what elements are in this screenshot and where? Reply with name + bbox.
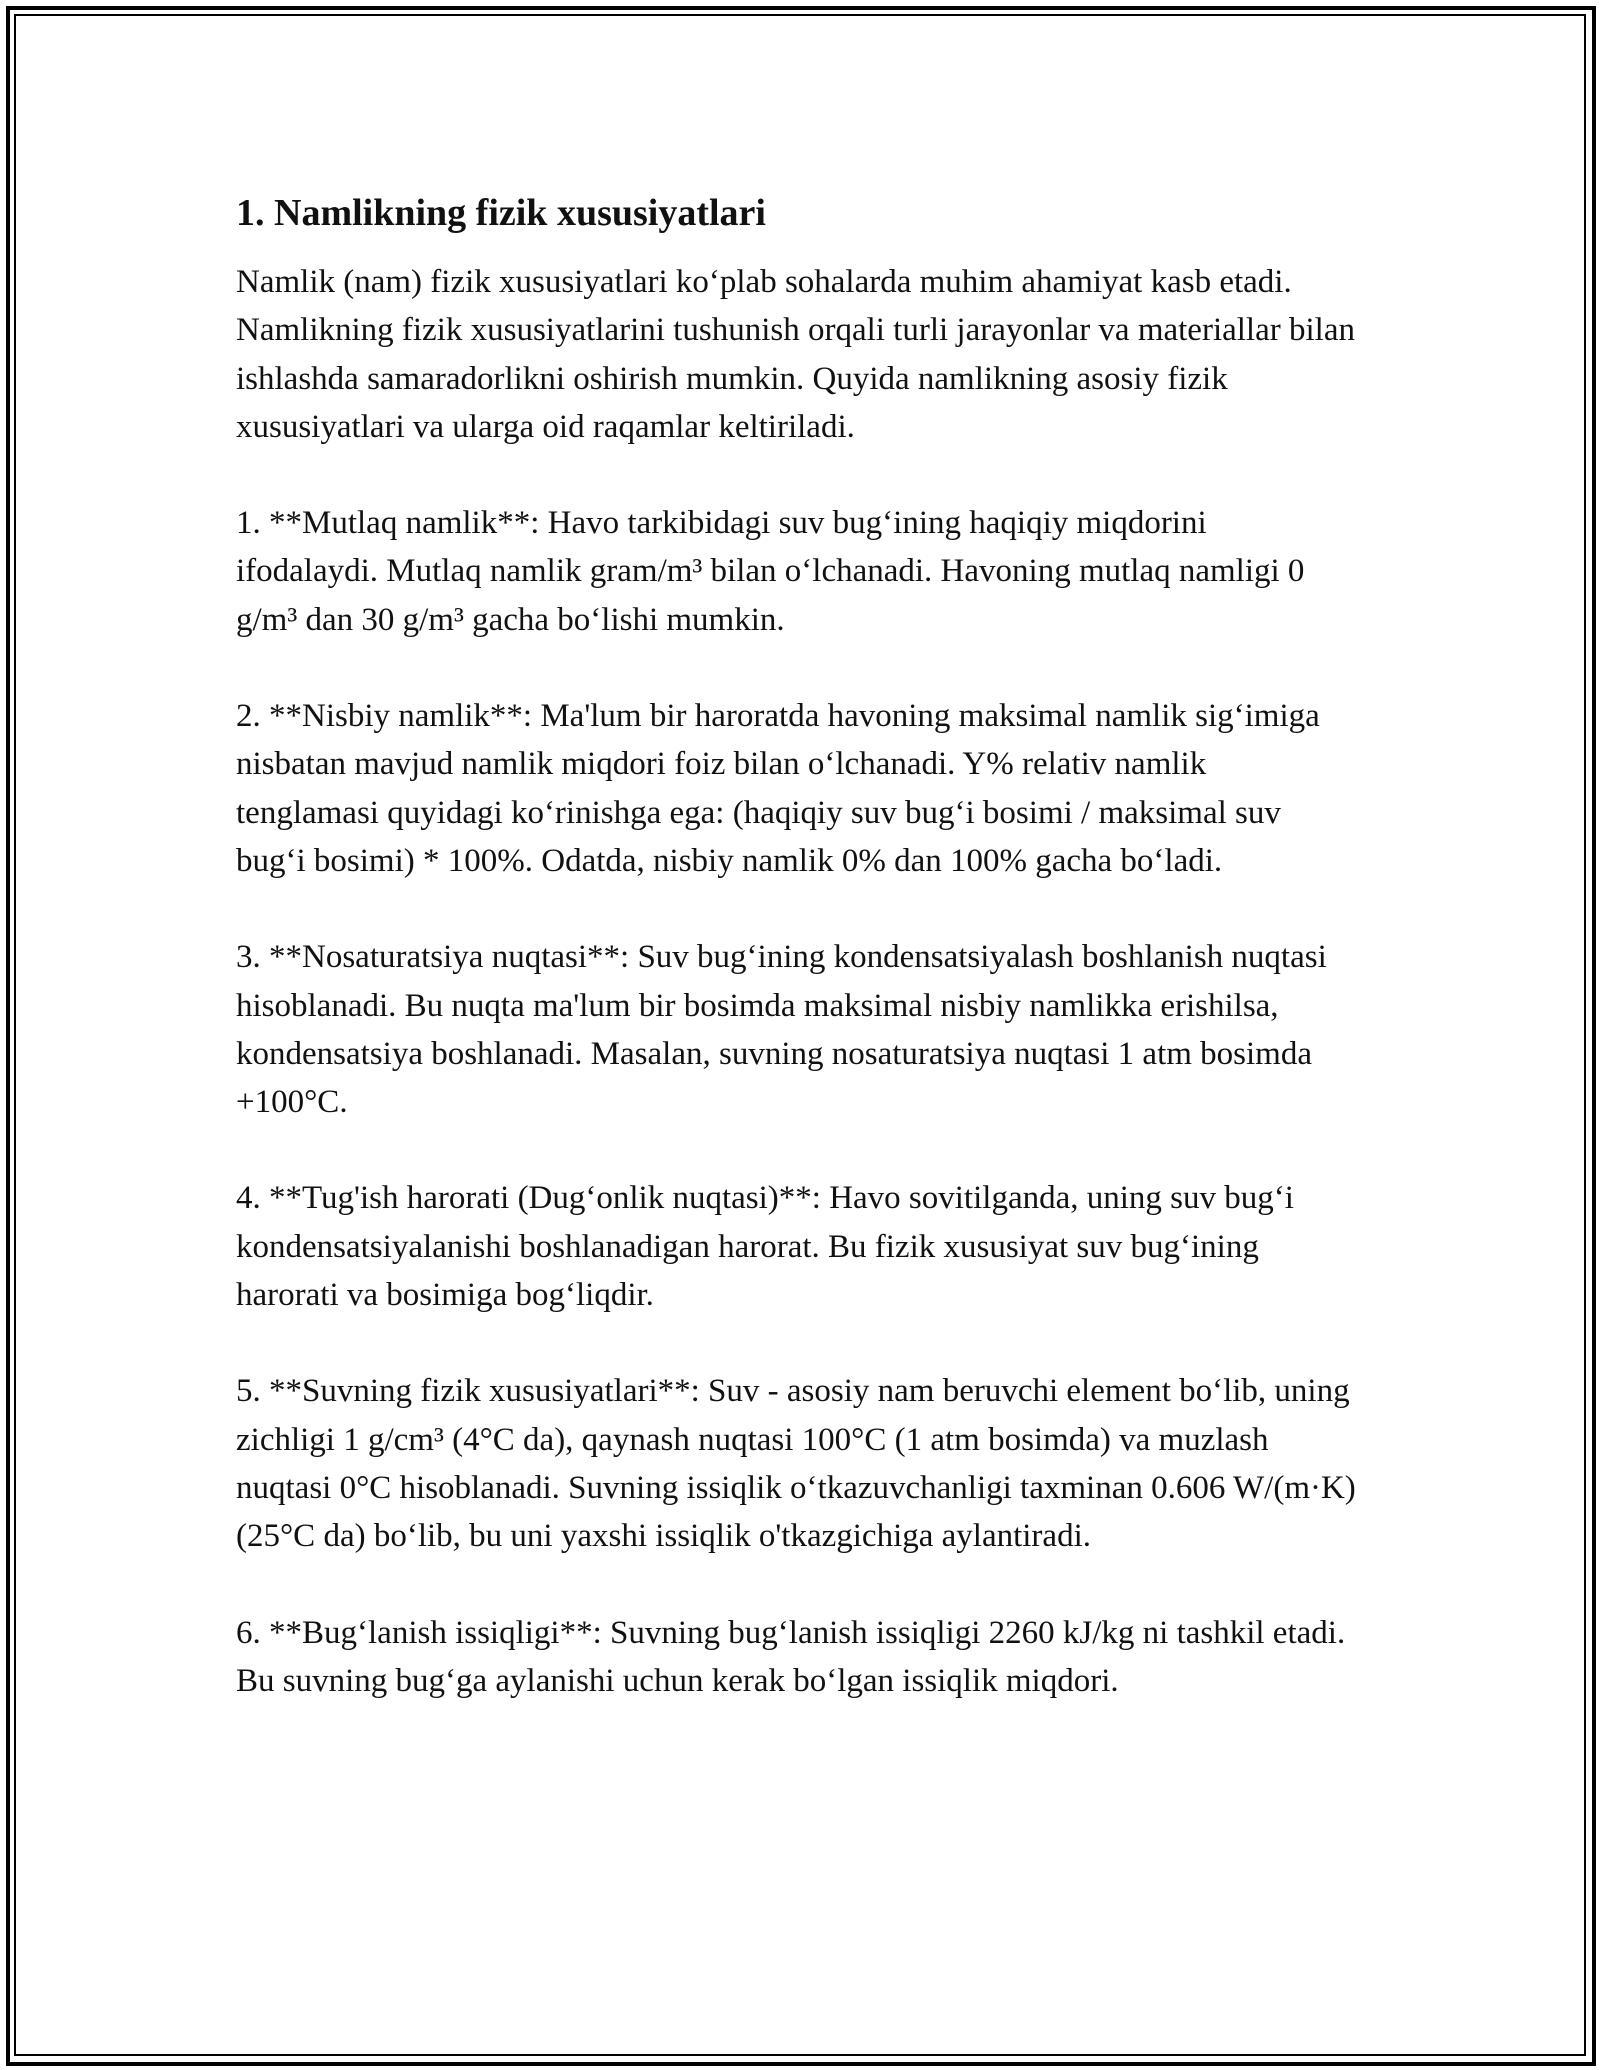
document-body (236, 188, 1356, 1753)
intro-paragraph: Namlik (nam) fizik xususiyatlari ko‘plab sohalarda muhim ahamiyat kasb etadi. Namlikning fizik xususiyatlarini tushunish orqali turli jarayonlar va materiallar bilan ishlashda samaradorlikni oshirish mumkin. Quyida namlikning asosiy fizik xususiyatlari va ularga oid raqamlar keltiriladi. (236, 264, 1355, 445)
absolute-humidity-paragraph: 1. **Mutlaq namlik**: Havo tarkibidagi suv bug‘ining haqiqiy miqdorini ifodalaydi. Mutlaq namlik gram/m³ bilan o‘lchanadi. Havoning mutlaq namligi 0 g/m³ dan 30 g/m³ gacha bo‘lishi mumkin. (236, 505, 1305, 638)
saturation-point-paragraph: 3. **Nosaturatsiya nuqtasi**: Suv bug‘ining kondensatsiyalash boshlanish nuqtasi hisoblanadi. Bu nuqta ma'lum bir bosimda maksimal nisbiy namlikka erishilsa, kondensatsiya boshlanadi. Masalan, suvning nosaturatsiya nuqtasi 1 atm bosimda +100°C. (236, 939, 1327, 1121)
water-properties-paragraph: 5. **Suvning fizik xususiyatlari**: Suv - asosiy nam beruvchi element bo‘lib, uning zichligi 1 g/cm³ (4°C da), qaynash nuqtasi 100°C (1 atm bosimda) va muzlash nuqtasi 0°C hisoblanadi. Suvning issiqlik o‘tkazuvchanligi taxminan 0.606 W/(m·K) (25°C da) bo‘lib, bu uni yaxshi issiqlik o'tkazgichiga aylantiradi. (236, 1373, 1356, 1555)
document-title: 1. Namlikning fizik xususiyatlari (236, 192, 766, 234)
relative-humidity-paragraph: 2. **Nisbiy namlik**: Ma'lum bir haroratda havoning maksimal namlik sig‘imiga nisbatan mavjud namlik miqdori foiz bilan o‘lchanadi. Y% relativ namlik tenglamasi quyidagi ko‘rinishga ega: (haqiqiy suv bug‘i bosimi / maksimal suv bug‘i bosimi) * 100%. Odatda, nisbiy namlik 0% dan 100% gacha bo‘ladi. (236, 698, 1320, 879)
dew-point-paragraph: 4. **Tug'ish harorati (Dug‘onlik nuqtasi)**: Havo sovitilganda, uning suv bug‘i kondensatsiyalanishi boshlanadigan harorat. Bu fizik xususiyat suv bug‘ining harorati va bosimiga bog‘liqdir. (236, 1180, 1294, 1314)
vaporization-heat-paragraph: 6. **Bug‘lanish issiqligi**: Suvning bug‘lanish issiqligi 2260 kJ/kg ni tashkil etadi. Bu suvning bug‘ga aylanishi uchun kerak bo‘lgan issiqlik miqdori. (236, 1614, 1346, 1699)
